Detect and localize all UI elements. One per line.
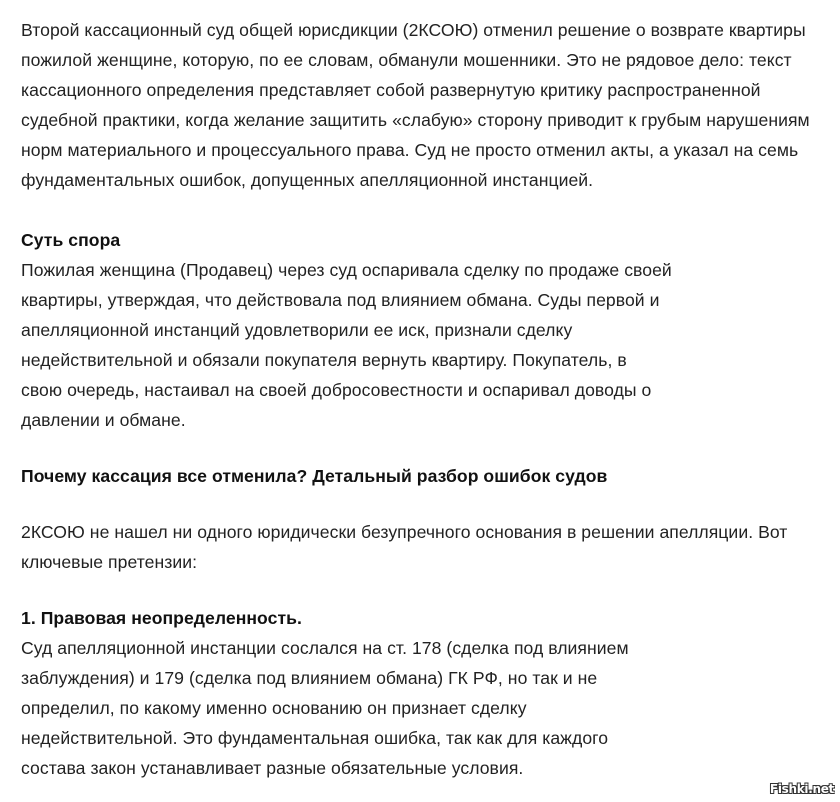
why-section: [21, 461, 831, 577]
text-line: ключевые претензии:: [21, 552, 198, 572]
section-heading-point-1: 1. Правовая неопределенность.: [21, 608, 302, 628]
text-line: Пожилая женщина (Продавец) через суд оспаривала сделку по продаже своей: [21, 260, 672, 280]
dispute-section: [21, 225, 831, 435]
text-line: норм материального и процессуального права. Суд не просто отменил акты, а указал на семь: [21, 140, 799, 160]
text-line: Второй кассационный суд общей юрисдикции (2КСОЮ) отменил решение о возврате квартиры: [21, 20, 806, 40]
text-line: 2КСОЮ не нашел ни одного юридически безупречного основания в решении апелляции. Вот: [21, 522, 788, 542]
watermark-logo: Fishki.net: [769, 782, 834, 796]
text-line: апелляционной инстанций удовлетворили ее иск, признали сделку: [21, 320, 573, 340]
paragraph-spacer: [21, 491, 831, 517]
section-heading-why: Почему кассация все отменила? Детальный разбор ошибок судов: [21, 466, 608, 486]
text-line: недействительной и обязали покупателя вернуть квартиру. Покупатель, в: [21, 350, 627, 370]
section-heading-dispute: Суть спора: [21, 230, 121, 250]
intro-paragraph: [21, 15, 831, 195]
text-line: заблуждения) и 179 (сделка под влиянием обмана) ГК РФ, но так и не: [21, 668, 598, 688]
text-line: фундаментальных ошибок, допущенных апелляционной инстанцией.: [21, 170, 594, 190]
text-line: кассационного определения представляет собой развернутую критику распространенной: [21, 80, 761, 100]
text-line: Суд апелляционной инстанции сослался на ст. 178 (сделка под влиянием: [21, 638, 629, 658]
text-line: состава закон устанавливает разные обязательные условия.: [21, 758, 524, 778]
paragraph-spacer: [21, 577, 831, 603]
paragraph-spacer: [21, 195, 831, 225]
text-line: недействительной. Это фундаментальная ошибка, так как для каждого: [21, 728, 609, 748]
paragraph-spacer: [21, 435, 831, 461]
text-line: свою очередь, настаивал на своей добросовестности и оспаривал доводы о: [21, 380, 652, 400]
point-1-section: [21, 603, 831, 783]
text-line: определил, по какому именно основанию он признает сделку: [21, 698, 527, 718]
text-line: квартиры, утверждая, что действовала под влиянием обмана. Суды первой и: [21, 290, 660, 310]
text-line: судебной практики, когда желание защитить «слабую» сторону приводит к грубым нарушениям: [21, 110, 810, 130]
article-body: [21, 15, 831, 783]
text-line: пожилой женщине, которую, по ее словам, обманули мошенники. Это не рядовое дело: текст: [21, 50, 792, 70]
text-line: давлении и обмане.: [21, 410, 186, 430]
